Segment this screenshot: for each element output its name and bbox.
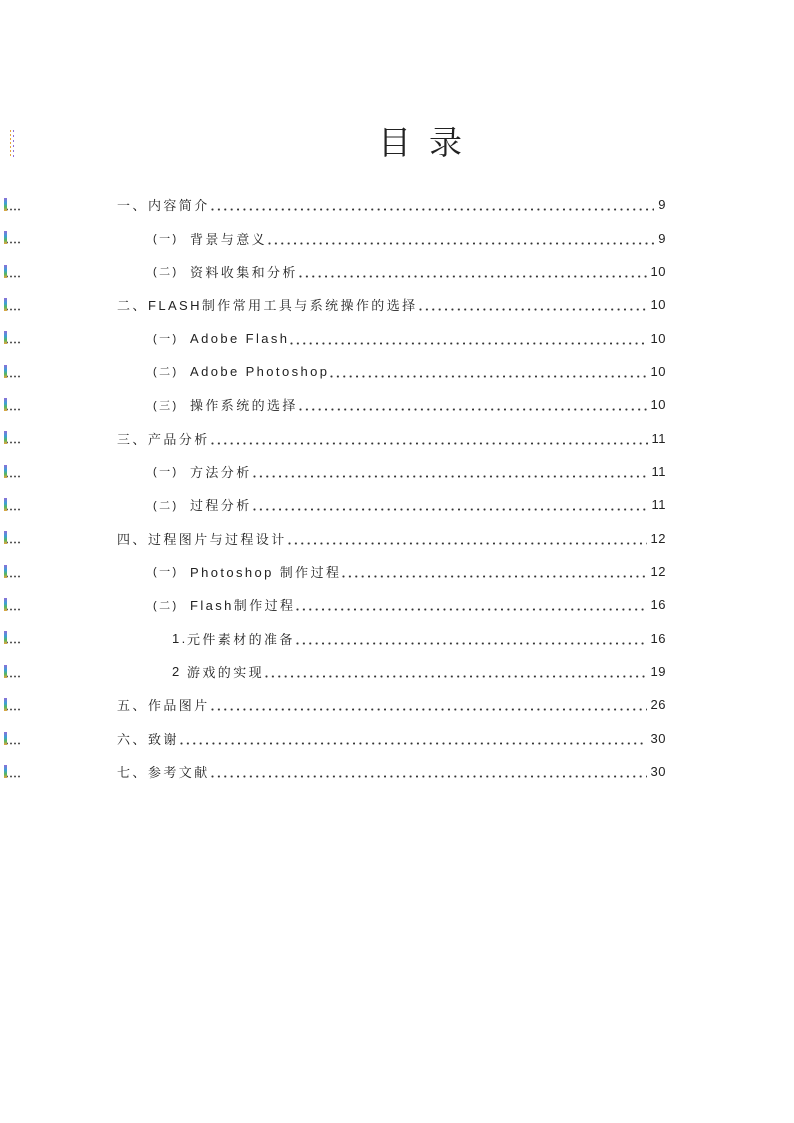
toc-entry (0, 722, 666, 755)
margin-marker (4, 331, 22, 344)
margin-marker (4, 565, 22, 578)
margin-marker (4, 631, 22, 644)
toc-entry (0, 188, 666, 221)
toc-entry-title: 操作系统的选择 (190, 398, 298, 414)
toc-entry-number: 六、 (117, 731, 148, 747)
margin-marker (4, 665, 22, 678)
margin-marker (4, 531, 22, 544)
margin-marker (4, 732, 22, 745)
toc-entry-number: 一、 (117, 198, 148, 214)
toc-entry (0, 288, 666, 321)
toc-page-number: 26 (650, 697, 666, 713)
dot-leader (296, 608, 646, 611)
margin-marker (4, 265, 22, 278)
dot-leader (211, 442, 648, 445)
toc-entry-number: 七、 (117, 765, 148, 781)
toc-entry-number: (一) (153, 566, 179, 579)
toc-entry-number: 2 (172, 663, 182, 679)
toc-page-number: 12 (650, 530, 666, 546)
toc-page-number: 10 (650, 263, 666, 279)
margin-marker (4, 365, 22, 378)
toc-entry-title: 过程分析 (190, 498, 252, 514)
toc-entry-number: (二) (153, 366, 179, 379)
dot-leader (211, 775, 647, 778)
toc-entry-number: 1. (172, 630, 188, 646)
toc-page-number: 30 (650, 764, 666, 780)
toc-entry (0, 388, 666, 421)
toc-entry-title: 资料收集和分析 (190, 264, 298, 280)
toc-page-number: 9 (658, 230, 666, 246)
toc-entry (0, 455, 666, 488)
toc-entry-number: 三、 (117, 431, 148, 447)
toc-entry (0, 488, 666, 521)
toc-page-number: 12 (650, 563, 666, 579)
toc-entry-title: 致谢 (148, 731, 179, 747)
dot-leader (211, 708, 647, 711)
toc-entry-number: 二、 (117, 298, 148, 314)
toc-entry-title: 产品分析 (148, 431, 210, 447)
toc-entry-number: (一) (153, 333, 179, 346)
toc-entry-title: 背景与意义 (190, 231, 268, 247)
toc-entry-number: (二) (153, 499, 179, 512)
toc-entry (0, 755, 666, 788)
margin-marker (4, 231, 22, 244)
dot-leader (253, 508, 648, 511)
toc-entry-title: Photoshop 制作过程 (190, 564, 342, 580)
toc-entry-title: 过程图片与过程设计 (148, 531, 287, 547)
toc-entry-title: 内容简介 (148, 198, 210, 214)
toc-entry (0, 421, 666, 454)
margin-marker (4, 498, 22, 511)
toc-entry-title: 方法分析 (190, 464, 252, 480)
toc-page-number: 16 (650, 630, 666, 646)
table-of-contents (0, 188, 666, 788)
margin-marker (4, 431, 22, 444)
toc-entry (0, 688, 666, 721)
toc-page-number: 11 (651, 430, 666, 446)
toc-page-number: 10 (650, 397, 666, 413)
toc-page-number: 10 (650, 330, 666, 346)
toc-entry-number: 五、 (117, 698, 148, 714)
dot-leader (288, 542, 647, 545)
margin-marker (4, 298, 22, 311)
dot-leader (268, 242, 654, 245)
toc-page-number: 30 (650, 730, 666, 746)
toc-entry-title: 参考文献 (148, 765, 210, 781)
toc-entry-title: Adobe Photoshop (190, 363, 330, 379)
toc-entry (0, 221, 666, 254)
toc-page-number: 9 (658, 197, 666, 213)
toc-entry-number: 四、 (117, 531, 148, 547)
toc-entry-number: (一) (153, 233, 179, 246)
dot-leader (290, 342, 646, 345)
toc-entry (0, 588, 666, 621)
dot-leader (296, 642, 647, 645)
dot-leader (180, 742, 647, 745)
toc-entry-number: (一) (153, 466, 179, 479)
dot-leader (299, 275, 647, 278)
toc-page-number: 10 (650, 297, 666, 313)
toc-entry (0, 321, 666, 354)
margin-marker (4, 198, 22, 211)
toc-page-number: 16 (650, 597, 666, 613)
toc-entry-number: (二) (153, 266, 179, 279)
toc-entry (0, 521, 666, 554)
dot-leader (265, 675, 647, 678)
toc-entry (0, 355, 666, 388)
dot-leader (330, 375, 646, 378)
toc-entry-title: Adobe Flash (190, 330, 290, 346)
toc-entry-title: 元件素材的准备 (187, 631, 295, 647)
margin-marker (4, 465, 22, 478)
dot-leader (419, 308, 647, 311)
toc-entry (0, 621, 666, 654)
toc-page-number: 11 (651, 463, 666, 479)
toc-entry-title: 作品图片 (148, 698, 210, 714)
toc-entry-title: FLASH制作常用工具与系统操作的选择 (148, 298, 418, 314)
toc-entry (0, 255, 666, 288)
toc-entry (0, 655, 666, 688)
dot-leader (299, 408, 647, 411)
margin-marker (4, 598, 22, 611)
margin-marker (4, 765, 22, 778)
toc-entry-title: 游戏的实现 (187, 664, 265, 680)
toc-entry-title: Flash制作过程 (190, 598, 296, 614)
dot-leader (253, 475, 648, 478)
toc-page-number: 10 (650, 363, 666, 379)
toc-page-number: 11 (651, 497, 666, 513)
toc-entry (0, 555, 666, 588)
margin-marker (4, 698, 22, 711)
page-title: 目录 (378, 126, 480, 162)
toc-entry-number: (二) (153, 599, 179, 612)
margin-marker (4, 398, 22, 411)
dot-leader (342, 575, 646, 578)
toc-page-number: 19 (650, 663, 666, 679)
toc-entry-number: (三) (153, 399, 179, 412)
margin-marker (10, 130, 15, 158)
dot-leader (211, 208, 654, 211)
